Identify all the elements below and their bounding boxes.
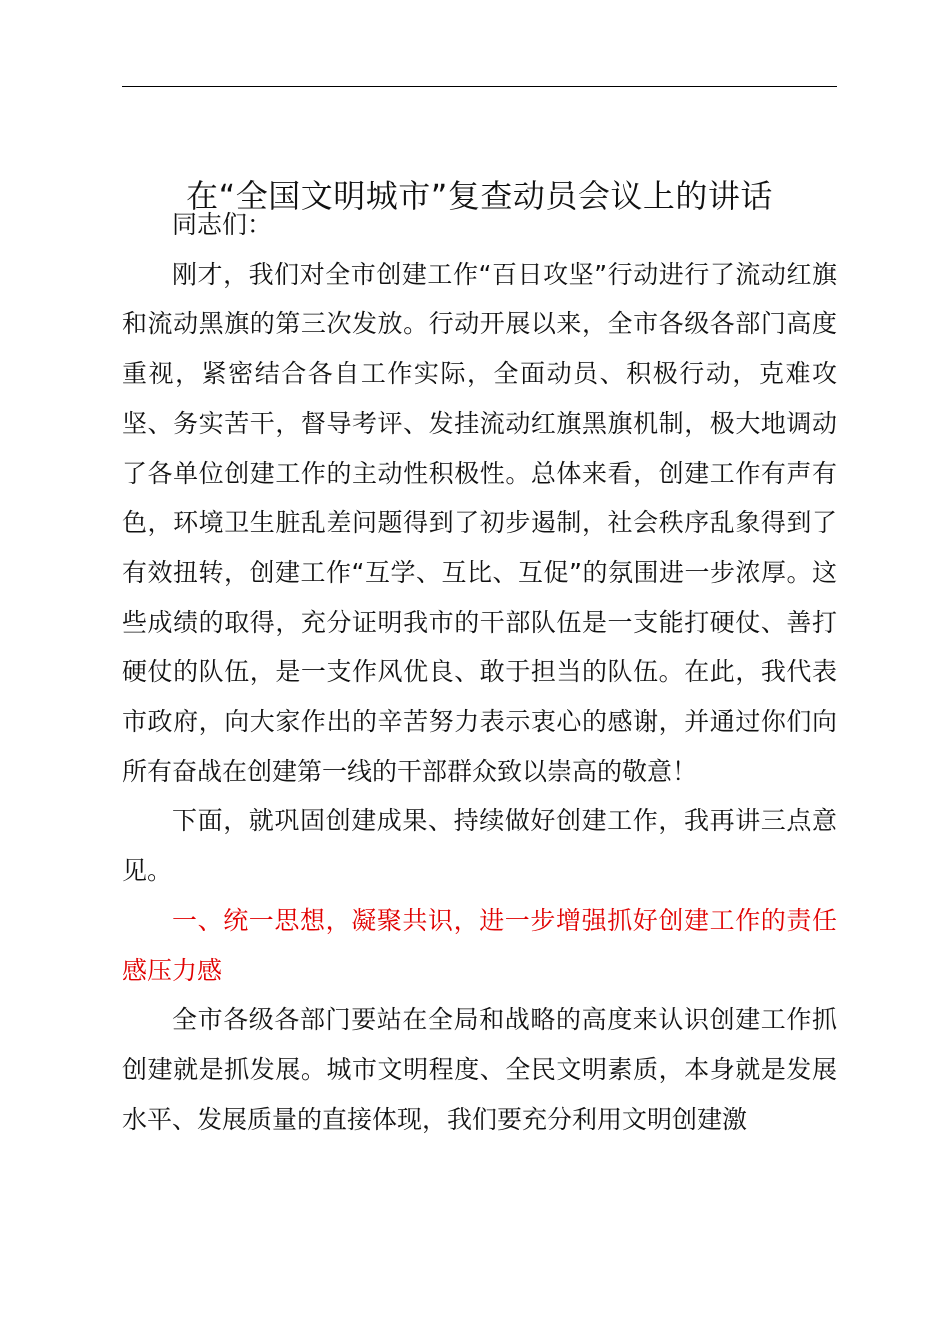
- body-paragraph-2: 下面，就巩固创建成果、持续做好创建工作，我再讲三点意见。: [122, 806, 837, 886]
- header-rule: [122, 86, 837, 87]
- section-1-paragraph: 全市各级各部门要站在全局和战略的高度来认识创建工作抓创建就是抓发展。城市文明程度、全民文明素质，本身就是发展水平、发展质量的直接体现，我们要充分利用文明创建激: [122, 1005, 837, 1134]
- section-heading-1: 一、统一思想，凝聚共识，进一步增强抓好创建工作的责任感压力感: [122, 905, 837, 985]
- document-title: 在“全国文明城市”复查动员会议上的讲话: [186, 177, 773, 216]
- document-body: [122, 200, 837, 1144]
- body-paragraph-1: 刚才，我们对全市创建工作“百日攻坚”行动进行了流动红旗和流动黑旗的第三次发放。行动开展以来，全市各级各部门高度重视，紧密结合各自工作实际，全面动员、积极行动，克难攻坚、务实苦干，督导考评、发挂流动红旗黑旗机制，极大地调动了各单位创建工作的主动性积极性。总体来看，创建工作有声有色，环境卫生脏乱差问题得到了初步遏制，社会秩序乱象得到了有效扭转，创建工作“互学、互比、互促”的氛围进一步浓厚。这些成绩的取得，充分证明我市的干部队伍是一支能打硬仗、善打硬仗的队伍，是一支作风优良、敢于担当的队伍。在此，我代表市政府，向大家作出的辛苦努力表示衷心的感谢，并通过你们向所有奋战在创建第一线的干部群众致以崇高的敬意！: [122, 259, 837, 786]
- salutation: 同志们：: [172, 210, 273, 239]
